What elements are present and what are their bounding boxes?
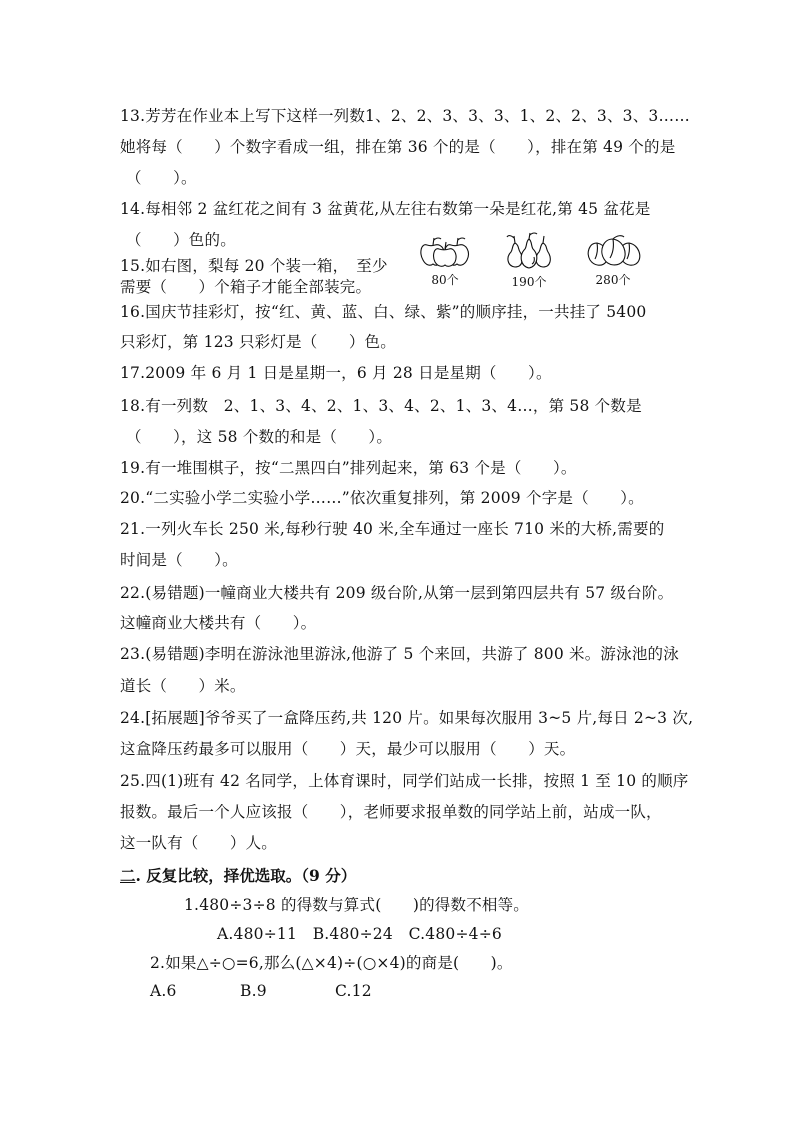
q15-line1: 15.如右图，梨每 20 个装一箱， 至少 bbox=[120, 257, 388, 275]
q13-line2: 她将每（ ）个数字看成一组，排在第 36 个的是（ ），排在第 49 个的是 bbox=[120, 138, 676, 156]
q16-line1: 16.国庆节挂彩灯，按“红、黄、蓝、白、绿、紫”的顺序挂，一共挂了 5400 bbox=[120, 303, 647, 321]
q18-line2: （ ），这 58 个数的和是（ ）。 bbox=[126, 428, 393, 446]
q19-line1: 19.有一堆围棋子，按“二黑四白”排列起来，第 63 个是（ ）。 bbox=[120, 459, 577, 477]
q23-line1: 23.(易错题)李明在游泳池里游泳,他游了 5 个来回，共游了 800 米。游泳池的泳 bbox=[120, 645, 679, 663]
q25-line3: 这一队有（ ）人。 bbox=[120, 834, 278, 852]
q20-line1: 20.“二实验小学二实验小学……”依次重复排列，第 2009 个字是（ ）。 bbox=[120, 489, 644, 507]
q18-line1: 18.有一列数 2、1、3、4、2、1、3、4、2、1、3、4…，第 58 个数是 bbox=[120, 397, 642, 415]
apples-icon bbox=[417, 231, 473, 269]
peaches-icon bbox=[583, 231, 643, 269]
mc2-option-a: A.6 bbox=[150, 982, 177, 1000]
q22-line1: 22.(易错题)一幢商业大楼共有 209 级台阶,从第一层到第四层共有 57 级台阶。 bbox=[120, 584, 674, 602]
q24-line2: 这盒降压药最多可以服用（ ）天，最少可以服用（ ）天。 bbox=[120, 740, 576, 758]
section2-heading bbox=[120, 864, 356, 886]
q14-line2: （ ）色的。 bbox=[126, 231, 236, 249]
q25-line1: 25.四(1)班有 42 名同学，上体育课时，同学们站成一长排，按照 1 至 10 的顺序 bbox=[120, 772, 689, 790]
q22-line2: 这幢商业大楼共有（ ）。 bbox=[120, 614, 317, 632]
q16-line2: 只彩灯，第 123 只彩灯是（ ）色。 bbox=[120, 333, 396, 351]
apples-figure bbox=[410, 231, 480, 288]
pears-label: 190个 bbox=[511, 275, 547, 289]
q17-line1: 17.2009 年 6 月 1 日是星期一，6 月 28 日是星期（ ）。 bbox=[120, 364, 552, 382]
section2-number: 二 bbox=[120, 866, 136, 885]
q21-line1: 21.一列火车长 250 米,每秒行驶 40 米,全车通过一座长 710 米的大桥,需要的 bbox=[120, 520, 665, 538]
section2-title: . 反复比较，择优选取。（9 分） bbox=[135, 866, 357, 885]
peaches-figure bbox=[578, 231, 648, 288]
q23-line2: 道长（ ）米。 bbox=[120, 677, 246, 695]
mc1-options: A.480÷11 B.480÷24 C.480÷4÷6 bbox=[217, 925, 502, 943]
q24-line1: 24.[拓展题]爷爷买了一盒降压药,共 120 片。如果每次服用 3~5 片,每日 2~3 次, bbox=[120, 709, 694, 727]
q25-line2: 报数。最后一个人应该报（ ），老师要求报单数的同学站上前，站成一队， bbox=[120, 803, 662, 821]
q14-line1: 14.每相邻 2 盆红花之间有 3 盆黄花,从左往右数第一朵是红花,第 45 盆花是 bbox=[120, 200, 651, 218]
q15-line2: 需要（ ）个箱子才能全部装完。 bbox=[120, 278, 372, 296]
mc1-stem: 1.480÷3÷8 的得数与算式( )的得数不相等。 bbox=[184, 896, 529, 914]
pears-icon bbox=[501, 231, 557, 271]
q13-line3: （ ）。 bbox=[126, 169, 197, 187]
mc2-option-b: B.9 bbox=[240, 982, 267, 1000]
pears-figure bbox=[494, 231, 564, 290]
mc2-option-c: C.12 bbox=[335, 982, 372, 1000]
q13-line1: 13.芳芳在作业本上写下这样一列数1、2、2、3、3、3、1、2、2、3、3、3…… bbox=[120, 107, 690, 125]
mc2-stem: 2.如果△÷○=6,那么(△×4)÷(○×4)的商是( )。 bbox=[150, 954, 513, 972]
peaches-label: 280个 bbox=[595, 273, 631, 287]
q21-line2: 时间是（ ）。 bbox=[120, 551, 238, 569]
apples-label: 80个 bbox=[431, 273, 459, 287]
